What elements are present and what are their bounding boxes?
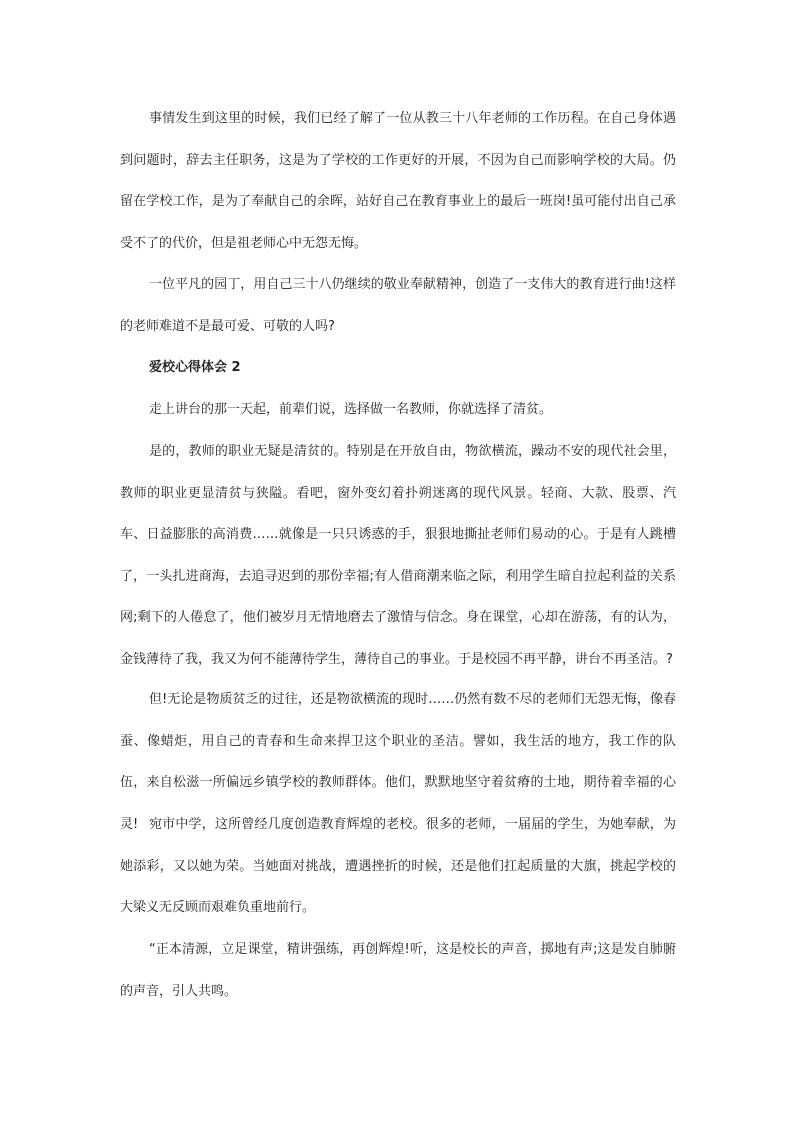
section-heading: 爱校心得体会 2 bbox=[149, 360, 241, 375]
paragraph-7: “正本清源，立足课堂，精讲强练，再创辉煌!听，这是校长的声音，掷地有声;这是发自肺腑的声音，引人共鸣。 bbox=[120, 942, 676, 999]
paragraph-2: 一位平凡的园丁，用自己三十八仍继续的敬业奉献精神，创造了一支伟大的教育进行曲!这样的老师难道不是最可爱、可敬的人吗? bbox=[120, 277, 676, 334]
paragraph-4: 是的，教师的职业无疑是清贫的。特别是在开放自由，物欲横流，躁动不安的现代社会里，教师的职业更显清贫与狭隘。看吧，窗外变幻着扑朔迷离的现代风景。轻商、大款、股票、汽车、日益膨胀的高消费……就像是一只只诱惑的手，狠狠地撕扯老师们易动的心。于是有人跳槽了，一头扎进商海，去追寻迟到的那份幸福;有人借商潮来临之际，利用学生暗自拉起利益的关系网;剩下的人倦怠了，他们被岁月无情地磨去了激情与信念。身在课堂，心却在游荡，有的认为，金钱薄待了我，我又为何不能薄待学生，薄待自己的事业。于是校园不再平静，讲台不再圣洁。? bbox=[120, 444, 676, 667]
paragraph-5: 但!无论是物质贫乏的过往，还是物欲横流的现时……仍然有数不尽的老师们无怨无悔，像春蚕、像蜡炬，用自己的青春和生命来捍卫这个职业的圣洁。譬如，我生活的地方，我工作的队伍，来自松滋一所偏远乡镇学校的教师群体。他们，默默地坚守着贫瘠的土地，期待着幸福的心灵! bbox=[120, 692, 676, 832]
paragraph-6: 宛市中学，这所曾经几度创造教育辉煌的老校。很多的老师，一届届的学生，为她奉献，为她添彩，又以她为荣。当她面对挑战，遭遇挫折的时候，还是他们扛起质量的大旗，挑起学校的大梁义无反顾而艰难负重地前行。 bbox=[120, 817, 676, 915]
paragraph-1: 事情发生到这里的时候，我们已经了解了一位从教三十八年老师的工作历程。在自己身体遇到问题时，辞去主任职务，这是为了学校的工作更好的开展，不因为自己而影响学校的大局。仍留在学校工作，是为了奉献自己的余晖，站好自己在教育事业上的最后一班岗!虽可能付出自己承受不了的代价，但是祖老师心中无怨无悔。 bbox=[120, 111, 676, 251]
paragraph-3: 走上讲台的那一天起，前辈们说，选择做一名教师，你就选择了清贫。 bbox=[149, 402, 553, 417]
